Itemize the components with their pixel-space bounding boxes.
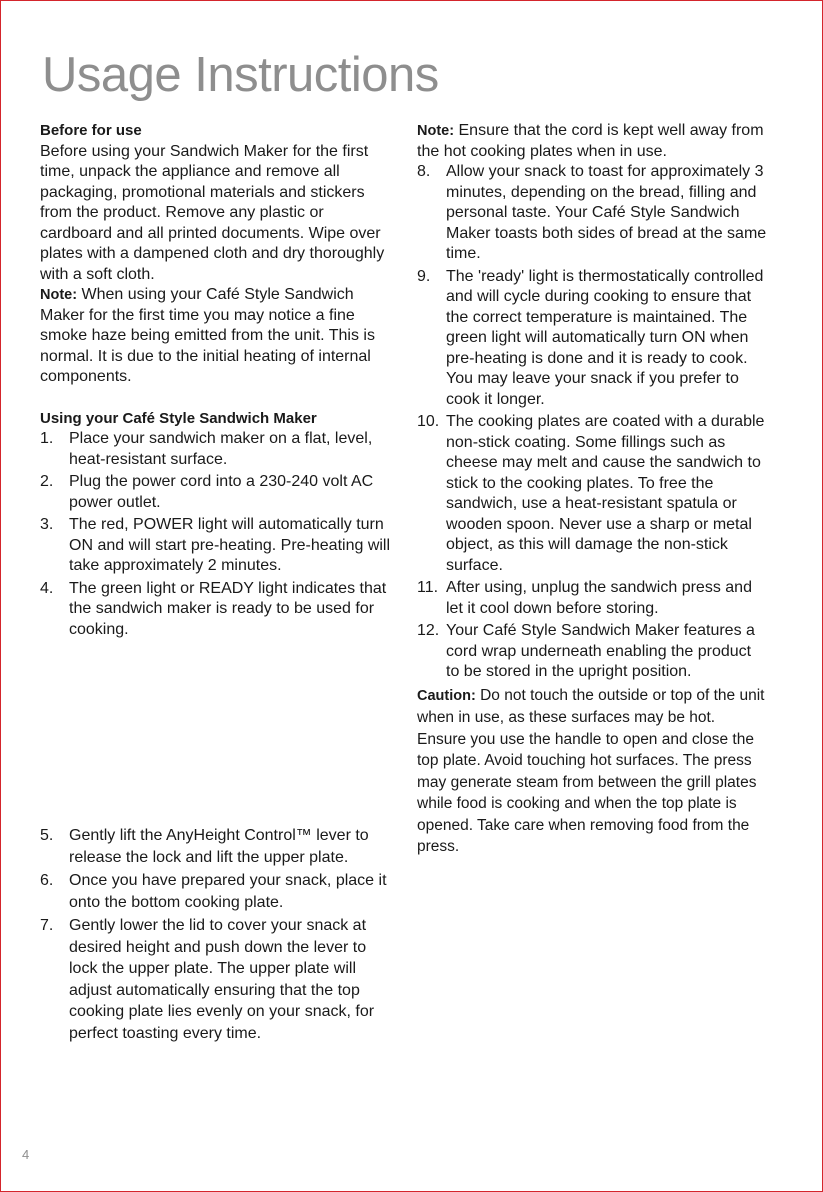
note-text: When using your Café Style Sandwich Maker for the first time you may notice a fine smoke haze being emitted from the unit. This is normal. It is due to the initial heating of internal components. (40, 286, 375, 385)
step-text: Allow your snack to toast for approximately 3 minutes, depending on the bread, filling and personal taste. Your Café Style Sandwich Maker toasts both sides of bread at the same time. (446, 163, 767, 262)
step-text: The cooking plates are coated with a durable non-stick coating. Some fillings such as cheese may melt and cause the sandwich to stick to the cooking plates. To free the sandwich, use a heat-resistant spatula or wooden spoon. Never use a sharp or metal object, as this will damage the non-stick surface. (446, 413, 765, 574)
note-label: Note: (40, 287, 78, 303)
page-number: 4 (22, 1147, 30, 1162)
list-item (40, 825, 392, 868)
step-text: The 'ready' light is thermostatically controlled and will cycle during cooking to ensure that the correct temperature is maintained. The green light will automatically turn ON when pre-heating is done and it is ready to cook. You may leave your snack if you prefer to cook it longer. (446, 267, 764, 408)
step-number: 1. (40, 430, 54, 447)
list-item (417, 412, 767, 576)
step-text: After using, unplug the sandwich press and let it cool down before storing. (446, 579, 752, 617)
list-item (417, 621, 767, 683)
step-number: 9. (417, 267, 431, 285)
step-text: Place your sandwich maker on a flat, level, heat-resistant surface. (69, 430, 373, 468)
left-column (40, 121, 392, 642)
step-number: 11. (417, 579, 439, 596)
spacer (40, 388, 392, 409)
step-number: 2. (40, 473, 54, 490)
step-text: Gently lower the lid to cover your snack at desired height and push down the lever to lock the upper plate. The upper plate will adjust automatically ensuring that the top cooking plate lies evenly on your snack, for perfect toasting every time. (69, 917, 375, 1042)
step-text: The green light or READY light indicates that the sandwich maker is ready to be used for cooking. (69, 579, 387, 638)
list-item (417, 162, 767, 265)
list-item (40, 429, 392, 470)
list-item (40, 515, 392, 577)
step-number: 12. (417, 622, 440, 639)
steps-list-a (40, 429, 392, 640)
step-number: 8. (417, 163, 431, 180)
caution-label: Caution: (417, 687, 476, 704)
step-text: Gently lift the AnyHeight Control™ lever to release the lock and lift the upper plate. (69, 827, 369, 866)
step-text: Once you have prepared your snack, place it onto the bottom cooking plate. (69, 872, 387, 911)
step-text: Your Café Style Sandwich Maker features a cord wrap underneath enabling the product to be stored in the upright position. (446, 622, 755, 680)
before-use-note (40, 285, 392, 388)
step-text: Plug the power cord into a 230-240 volt AC power outlet. (69, 473, 374, 511)
list-item (40, 472, 392, 513)
note-text: Ensure that the cord is kept well away from the hot cooking plates when in use. (417, 122, 764, 160)
step-number: 3. (40, 516, 54, 533)
step-number: 5. (40, 827, 54, 844)
caution-paragraph (417, 685, 767, 858)
cord-note (417, 121, 767, 162)
using-heading: Using your Café Style Sandwich Maker (40, 409, 317, 427)
list-item (40, 870, 392, 913)
list-item (417, 578, 767, 619)
before-use-body: Before using your Sandwich Maker for the first time, unpack the appliance and remove all packaging, promotional materials and stickers from the product. Remove any plastic or cardboard and all printed documents. Wipe over plates with a dampened cloth and dry thoroughly with a soft cloth. (40, 142, 385, 283)
caution-text: Do not touch the outside or top of the unit when in use, as these surfaces may be hot. Ensure you use the handle to open and close the top plate. Avoid touching hot surfaces. The press may generate steam from between the grill plates while food is cooking and when the top plate is opened. Take care when removing food from the press. (417, 686, 765, 855)
list-item (417, 267, 767, 411)
before-use-heading: Before for use (40, 122, 142, 139)
steps-list-b (40, 825, 392, 1046)
note-label: Note: (417, 123, 455, 139)
step-number: 7. (40, 917, 54, 934)
step-number: 10. (417, 413, 440, 430)
step-number: 6. (40, 872, 54, 889)
steps-list-c (417, 162, 767, 683)
list-item (40, 579, 392, 641)
step-number: 4. (40, 579, 54, 597)
page-title: Usage Instructions (42, 48, 439, 102)
right-column (417, 121, 767, 858)
list-item (40, 915, 392, 1044)
step-text: The red, POWER light will automatically turn ON and will start pre-heating. Pre-heating will take approximately 2 minutes. (69, 516, 391, 574)
